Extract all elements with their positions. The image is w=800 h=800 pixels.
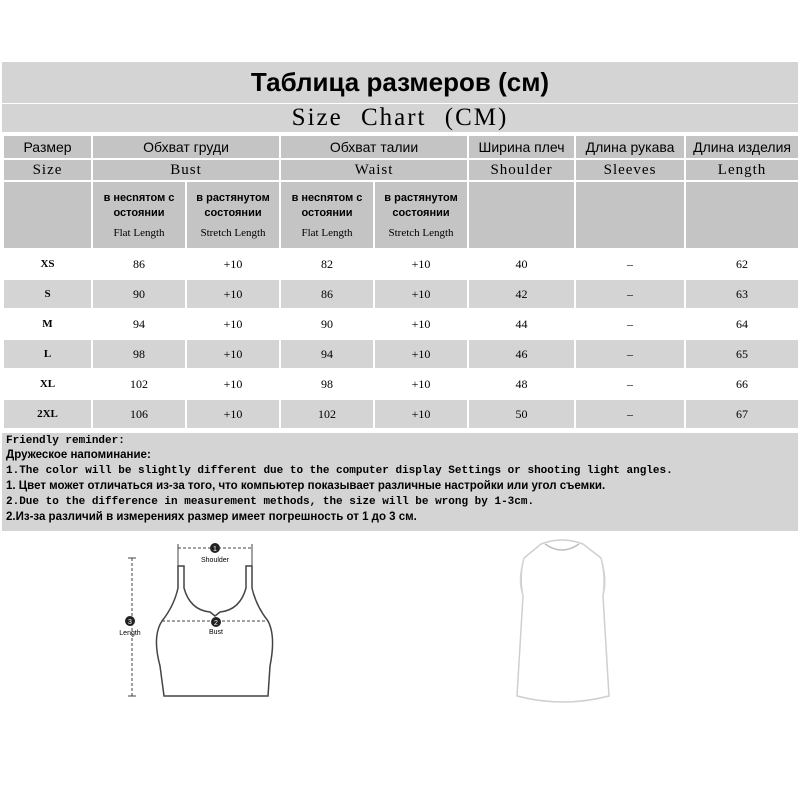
cell-length: 64	[685, 309, 799, 339]
header-length-en: Length	[685, 159, 799, 181]
sub-stretch-en: Stretch Length	[388, 226, 454, 239]
cell-bust-stretch: +10	[186, 369, 280, 399]
product-photo	[505, 536, 620, 706]
cell-waist: 98	[280, 369, 374, 399]
header-shoulder-en: Shoulder	[468, 159, 575, 181]
tank-top-shape	[517, 540, 609, 702]
cell-shoulder: 44	[468, 309, 575, 339]
cell-size: L	[3, 339, 92, 369]
marker-1-number: 1	[213, 546, 217, 553]
sub-empty-sleeves	[575, 181, 685, 249]
cell-size: M	[3, 309, 92, 339]
header-waist-ru: Обхват талии	[280, 135, 468, 159]
header-shoulder-ru: Ширина плеч	[468, 135, 575, 159]
header-size-en: Size	[3, 159, 92, 181]
cell-waist: 94	[280, 339, 374, 369]
title-en: Size Chart (CM)	[2, 104, 798, 133]
sub-stretch-ru: в растянутом состоянии	[384, 191, 458, 219]
header-bust-en: Bust	[92, 159, 280, 181]
sub-flat-ru: в несnятом с остоянии	[103, 191, 175, 219]
header-row-sub	[3, 181, 799, 249]
size-rows	[3, 249, 799, 429]
cell-shoulder: 50	[468, 399, 575, 429]
header-row-ru	[3, 135, 799, 159]
cell-waist: 86	[280, 279, 374, 309]
cell-waist-stretch: +10	[374, 279, 468, 309]
sub-waist-flat	[280, 181, 374, 249]
cell-waist: 82	[280, 249, 374, 279]
cell-bust-stretch: +10	[186, 309, 280, 339]
note2-ru: 2.Из-за различий в измерениях размер имеет погрешность от 1 до 3 см.	[6, 511, 417, 523]
header-bust-ru: Обхват груди	[92, 135, 280, 159]
cell-shoulder: 42	[468, 279, 575, 309]
cell-waist: 90	[280, 309, 374, 339]
sub-flat-en: Flat Length	[301, 226, 353, 239]
marker-2-number: 2	[214, 620, 218, 627]
cell-shoulder: 48	[468, 369, 575, 399]
table-row	[3, 309, 799, 339]
cell-bust-stretch: +10	[186, 399, 280, 429]
header-row-en	[3, 159, 799, 181]
cell-bust: 90	[92, 279, 186, 309]
cell-sleeves: –	[575, 309, 685, 339]
reminder-notes	[2, 433, 798, 531]
sub-waist-stretch	[374, 181, 468, 249]
cell-bust: 98	[92, 339, 186, 369]
cell-sleeves: –	[575, 279, 685, 309]
cell-bust-stretch: +10	[186, 249, 280, 279]
cell-waist-stretch: +10	[374, 309, 468, 339]
table-row	[3, 369, 799, 399]
cell-bust: 86	[92, 249, 186, 279]
cell-size: XS	[3, 249, 92, 279]
cell-length: 66	[685, 369, 799, 399]
sub-bust-stretch	[186, 181, 280, 249]
table-row	[3, 279, 799, 309]
sub-empty-size	[3, 181, 92, 249]
note1-en: 1.The color will be slightly different due to the computer display Settings or shooting light angles.	[6, 465, 673, 477]
cell-length: 65	[685, 339, 799, 369]
note2-en: 2.Due to the difference in measurement methods, the size will be wrong by 1-3cm.	[6, 496, 535, 508]
sub-empty-length	[685, 181, 799, 249]
header-sleeves-ru: Длина рукава	[575, 135, 685, 159]
length-label: Length	[119, 630, 141, 637]
cell-waist-stretch: +10	[374, 369, 468, 399]
marker-3-number: 3	[128, 619, 132, 626]
table-row	[3, 339, 799, 369]
sub-stretch-en: Stretch Length	[200, 226, 266, 239]
cell-length: 67	[685, 399, 799, 429]
header-sleeves-en: Sleeves	[575, 159, 685, 181]
cell-bust: 102	[92, 369, 186, 399]
sub-empty-shoulder	[468, 181, 575, 249]
bust-label: Bust	[208, 629, 224, 636]
size-table	[2, 134, 800, 430]
shoulder-label: Shoulder	[200, 557, 230, 564]
cell-sleeves: –	[575, 399, 685, 429]
cell-waist-stretch: +10	[374, 249, 468, 279]
cell-waist-stretch: +10	[374, 339, 468, 369]
table-row	[3, 399, 799, 429]
measurement-diagram	[100, 536, 300, 706]
cell-bust: 94	[92, 309, 186, 339]
cell-bust: 106	[92, 399, 186, 429]
cell-sleeves: –	[575, 369, 685, 399]
cell-size: 2XL	[3, 399, 92, 429]
cell-sleeves: –	[575, 249, 685, 279]
sub-flat-en: Flat Length	[113, 226, 165, 239]
cell-size: XL	[3, 369, 92, 399]
cell-waist: 102	[280, 399, 374, 429]
note1-ru: 1. Цвет может отличаться из-за того, что компьютер показывает различные настройки или угол съемки.	[6, 480, 606, 492]
cell-size: S	[3, 279, 92, 309]
sub-bust-flat	[92, 181, 186, 249]
cell-bust-stretch: +10	[186, 279, 280, 309]
sub-flat-ru: в несnятом с остоянии	[291, 191, 363, 219]
cell-waist-stretch: +10	[374, 399, 468, 429]
sub-stretch-ru: в растянутом состоянии	[196, 191, 270, 219]
table-row	[3, 249, 799, 279]
header-size-ru: Размер	[3, 135, 92, 159]
header-length-ru: Длина изделия	[685, 135, 799, 159]
header-waist-en: Waist	[280, 159, 468, 181]
cell-sleeves: –	[575, 339, 685, 369]
cell-shoulder: 46	[468, 339, 575, 369]
title-ru: Таблица размеров (см)	[2, 62, 798, 104]
cell-length: 63	[685, 279, 799, 309]
reminder-en: Friendly reminder:	[6, 435, 125, 447]
cell-shoulder: 40	[468, 249, 575, 279]
reminder-ru: Дружеское напоминание:	[6, 449, 151, 461]
cell-bust-stretch: +10	[186, 339, 280, 369]
cell-length: 62	[685, 249, 799, 279]
